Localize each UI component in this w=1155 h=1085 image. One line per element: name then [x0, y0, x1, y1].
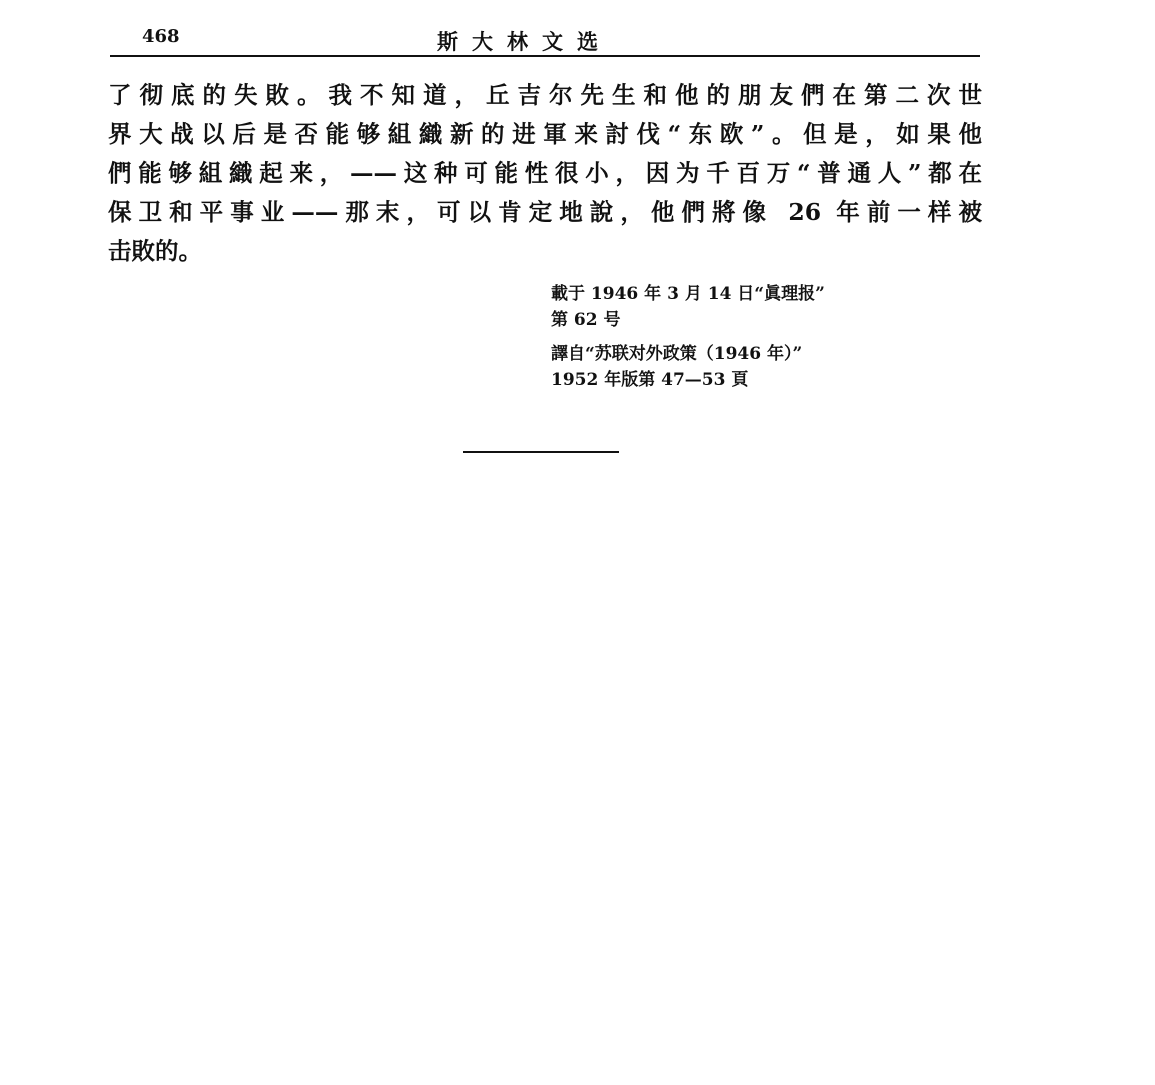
body-line-1: 了彻底的失敗。我不知道，丘吉尔先生和他的朋友們在第二次世: [108, 81, 982, 109]
page-number: 468: [142, 26, 180, 47]
header-rule: [110, 55, 980, 57]
body-paragraph: [108, 76, 982, 271]
body-line-2: 界大战以后是否能够組織新的进軍来討伐“东欧”。但是，如果他: [108, 120, 982, 148]
source-note: [551, 281, 825, 393]
body-line-4: 保卫和平事业——那末，可以肯定地說，他們將像 26 年前一样被: [108, 198, 982, 226]
source-edition-pages: 1952 年版第 47—53 頁: [551, 370, 749, 390]
page-header: [110, 26, 980, 56]
end-rule: [463, 451, 619, 453]
source-translated-from: 譯自“苏联对外政策（1946 年）”: [551, 344, 803, 364]
running-title: 斯大林文选: [437, 29, 612, 54]
body-line-5: 击敗的。: [108, 237, 202, 265]
source-note-gap: [551, 333, 825, 341]
source-published-in: 載于 1946 年 3 月 14 日“眞理报”: [551, 284, 825, 304]
body-line-3: 們能够組織起来，——这种可能性很小，因为千百万“普通人”都在: [108, 159, 982, 187]
source-issue: 第 62 号: [551, 310, 621, 330]
